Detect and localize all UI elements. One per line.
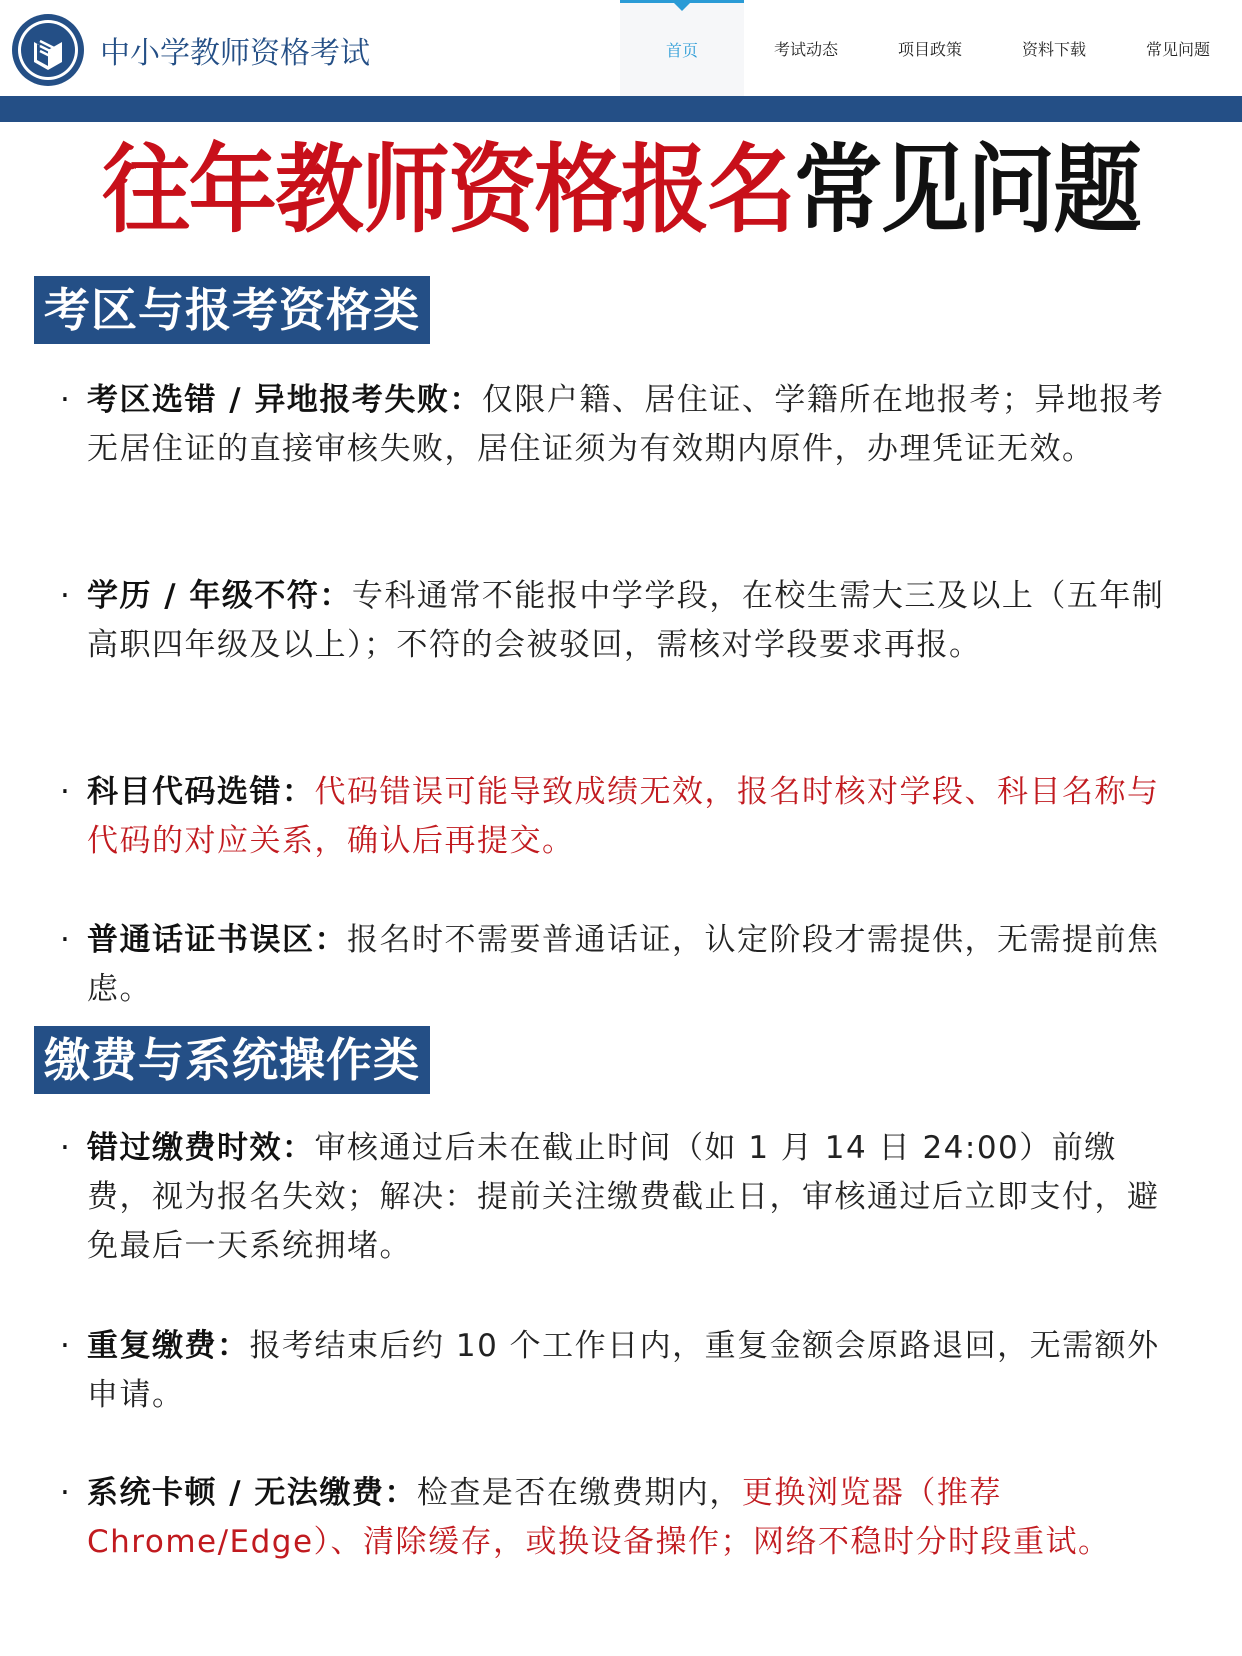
faq-answer: 审核通过后未在截止时间（如 1 月 14 日 24:00）前缴费，视为报名失效；解决：提前关注缴费截止日，审核通过后立即支付，避免最后一天系统拥堵。	[87, 1130, 1160, 1264]
faq-question: 普通话证书误区：	[87, 922, 347, 958]
nav-divider-bar	[0, 96, 1242, 122]
teacher-certification-emblem-icon[interactable]	[10, 12, 86, 88]
bullet: ·	[60, 382, 72, 418]
site-title[interactable]: 中小学教师资格考试	[100, 36, 370, 71]
main-nav	[620, 0, 1240, 96]
nav-downloads[interactable]: 资料下载	[1021, 39, 1086, 59]
faq-question: 系统卡顿 / 无法缴费：	[87, 1475, 417, 1511]
faq-question: 重复缴费：	[87, 1328, 250, 1364]
faq-answer-highlight: 更换浏览器（推荐 Chrome/Edge）、清除缓存，或换设备操作；网络不稳时分时段重试。	[87, 1475, 1111, 1560]
bullet: ·	[60, 1475, 72, 1511]
bullet: ·	[60, 578, 72, 614]
bullet: ·	[60, 1130, 72, 1166]
faq-item	[60, 1322, 1180, 1420]
faq-answer: 专科通常不能报中学学段，在校生需大三及以上（五年制高职四年级及以上）；不符的会被驳回，需核对学段要求再报。	[87, 578, 1165, 663]
faq-item	[60, 376, 1180, 474]
bullet: ·	[60, 922, 72, 958]
page-title-red: 往年教师资格报名	[102, 133, 794, 246]
faq-question: 考区选错 / 异地报考失败：	[87, 382, 482, 418]
page-title	[50, 130, 1193, 250]
section-title-payment: 缴费与系统操作类	[34, 1026, 430, 1094]
nav-faq[interactable]: 常见问题	[1145, 39, 1210, 59]
faq-item	[60, 1124, 1180, 1271]
faq-answer: 检查是否在缴费期内，	[416, 1475, 742, 1511]
faq-item	[60, 572, 1180, 670]
faq-answer-highlight: 代码错误可能导致成绩无效，报名时核对学段、科目名称与代码的对应关系，确认后再提交。	[87, 774, 1160, 859]
nav-policy[interactable]: 项目政策	[897, 39, 962, 59]
faq-item	[60, 1469, 1180, 1567]
faq-item	[60, 768, 1180, 866]
faq-question: 学历 / 年级不符：	[87, 578, 352, 614]
site-header	[0, 0, 1242, 96]
faq-question: 错过缴费时效：	[87, 1130, 315, 1166]
page-title-black: 常见问题	[793, 133, 1140, 246]
faq-answer: 仅限户籍、居住证、学籍所在地报考；异地报考无居住证的直接审核失败，居住证须为有效期内原件，办理凭证无效。	[87, 382, 1165, 467]
nav-home[interactable]: 首页	[620, 0, 744, 96]
section-title-eligibility: 考区与报考资格类	[34, 276, 430, 344]
faq-answer: 报考结束后约 10 个工作日内，重复金额会原路退回，无需额外申请。	[87, 1328, 1160, 1413]
faq-item	[60, 916, 1180, 1014]
bullet: ·	[60, 1328, 72, 1364]
faq-answer: 报名时不需要普通话证，认定阶段才需提供，无需提前焦虑。	[87, 922, 1160, 1007]
faq-question: 科目代码选错：	[87, 774, 315, 810]
nav-exam-news[interactable]: 考试动态	[773, 39, 838, 59]
bullet: ·	[60, 774, 72, 810]
